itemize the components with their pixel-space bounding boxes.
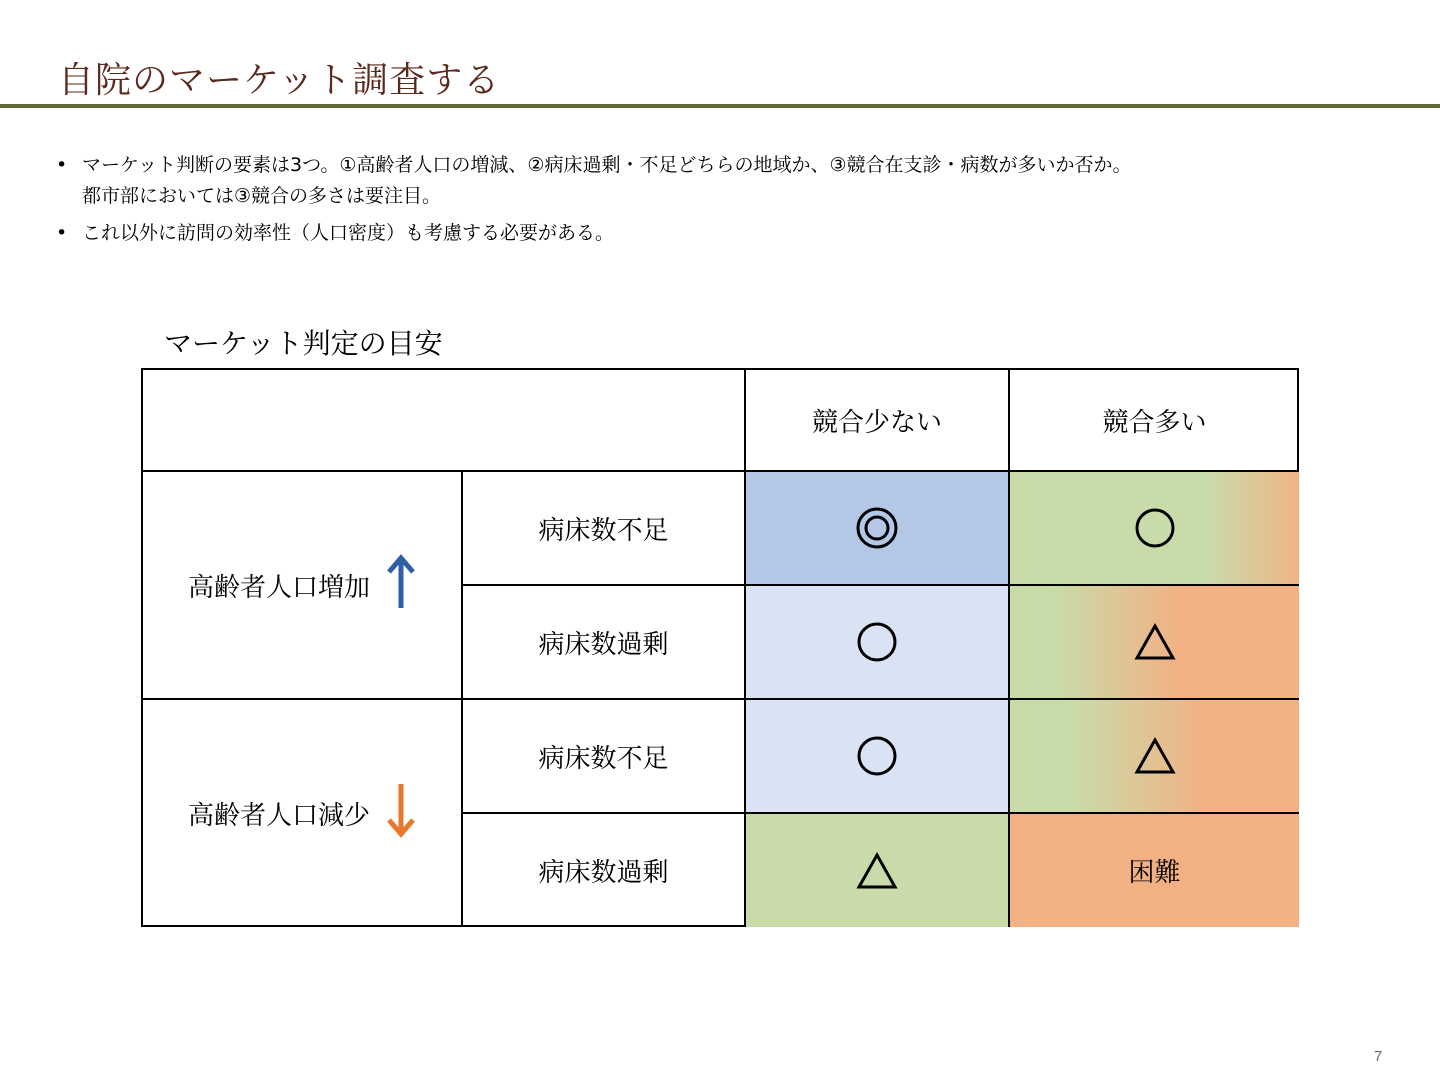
- bullet-text-line: 都市部においては③競合の多さは要注目。: [82, 185, 442, 207]
- bullet-item: [56, 150, 1396, 212]
- market-judgement-table: [141, 368, 1299, 927]
- row-group-population-decrease: [143, 700, 461, 927]
- column-header-low-competition: 競合少ない: [811, 407, 942, 438]
- page-number: 7: [1374, 1048, 1383, 1065]
- bullet-item: [56, 218, 1396, 249]
- bullet-text-line: マーケット判断の要素は3つ。①高齢者人口の増減、②病床過剰・不足どちらの地域か、③競合在支診・病数が多いか否か。: [82, 154, 1132, 176]
- column-header-high-competition: 競合多い: [1102, 407, 1207, 438]
- row-label-bed-shortage: 病床数不足: [538, 743, 669, 774]
- table-caption: マーケット判定の目安: [164, 327, 443, 360]
- difficult-label: 困難: [1128, 858, 1181, 888]
- triangle-icon: [746, 814, 1008, 927]
- row-group-label: 高齢者人口減少: [187, 801, 370, 831]
- bullet-dot: •: [56, 154, 68, 176]
- title-divider: [0, 104, 1440, 108]
- bullet-dot: •: [56, 222, 68, 244]
- up-arrow-icon: [386, 554, 416, 617]
- circle-icon: [746, 700, 1008, 812]
- down-arrow-icon: [386, 782, 416, 845]
- circle-icon: [746, 586, 1008, 698]
- row-group-population-increase: [143, 472, 461, 698]
- bullet-list: [56, 150, 1396, 249]
- triangle-icon: [1010, 700, 1299, 812]
- bullet-text: [82, 150, 1396, 212]
- row-label-bed-surplus: 病床数過剰: [538, 858, 669, 888]
- row-label-bed-shortage: 病床数不足: [538, 515, 669, 546]
- slide-title: 自院のマーケット調査する: [58, 60, 501, 101]
- double-circle-icon: [746, 472, 1008, 584]
- bullet-text: これ以外に訪問の効率性（人口密度）も考慮する必要がある。: [82, 222, 615, 244]
- row-label-bed-surplus: 病床数過剰: [538, 629, 669, 660]
- row-group-label: 高齢者人口増加: [187, 572, 370, 603]
- triangle-icon: [1010, 586, 1299, 698]
- circle-icon: [1010, 472, 1299, 584]
